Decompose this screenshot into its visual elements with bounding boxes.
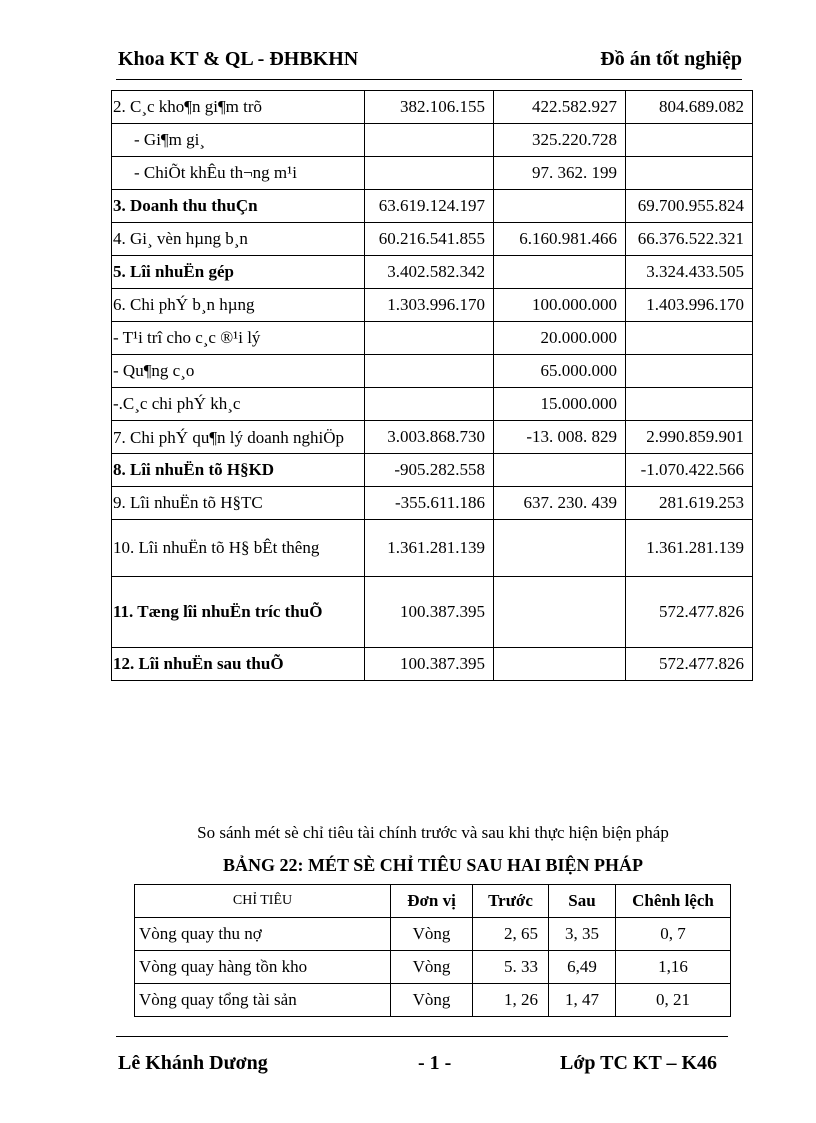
row-label: 10. Lîi nhuËn tõ H§ bÊt thêng: [112, 520, 365, 577]
cell-change: 422.582.927: [494, 91, 626, 124]
cell-before: 3.003.868.730: [365, 421, 494, 454]
table-row: [112, 454, 753, 487]
cell-before: 100.387.395: [365, 648, 494, 681]
cell-before: [365, 124, 494, 157]
row-label: 7. Chi phÝ qu¶n lý doanh nghiÖp: [112, 421, 365, 454]
indicator-diff: 0, 21: [616, 984, 731, 1017]
cell-change: [494, 256, 626, 289]
cell-after: 281.619.253: [626, 487, 753, 520]
row-label: - ChiÕt khÊu th¬ng m¹i: [112, 157, 365, 190]
row-label: 11. Tæng lîi nhuËn tríc thuÕ: [112, 577, 365, 648]
header-faculty: Khoa KT & QL - ĐHBKHN: [118, 48, 359, 70]
cell-before: 100.387.395: [365, 577, 494, 648]
table-row: [135, 984, 731, 1017]
cell-before: -905.282.558: [365, 454, 494, 487]
header-unit: Đơn vị: [391, 885, 473, 918]
table-row: [112, 124, 753, 157]
table-title: BẢNG 22: MÉT SÈ CHỈ TIÊU SAU HAI BIỆN PHÁP: [223, 855, 643, 875]
header-doc-title: Đồ án tốt nghiệp: [600, 48, 742, 70]
cell-before: [365, 157, 494, 190]
footer-author: Lê Khánh Dương: [118, 1052, 268, 1074]
cell-after: 2.990.859.901: [626, 421, 753, 454]
row-label: 2. C¸c kho¶n gi¶m trõ: [112, 91, 365, 124]
indicator-before: 2, 65: [473, 918, 549, 951]
cell-after: -1.070.422.566: [626, 454, 753, 487]
cell-after: 3.324.433.505: [626, 256, 753, 289]
footer-class: Lớp TC KT – K46: [560, 1052, 718, 1074]
cell-after: 66.376.522.321: [626, 223, 753, 256]
header-before: Trước: [473, 885, 549, 918]
indicator-after: 3, 35: [549, 918, 616, 951]
header-after: Sau: [549, 885, 616, 918]
table-row: [112, 91, 753, 124]
row-label: - Qu¶ng c¸o: [112, 355, 365, 388]
header-indicator: CHỈ TIÊU: [135, 885, 391, 918]
row-label: 8. Lîi nhuËn tõ H§KD: [112, 454, 365, 487]
cell-change: 65.000.000: [494, 355, 626, 388]
cell-change: -13. 008. 829: [494, 421, 626, 454]
row-label: 3. Doanh thu thuÇn: [112, 190, 365, 223]
cell-after: 69.700.955.824: [626, 190, 753, 223]
cell-change: 97. 362. 199: [494, 157, 626, 190]
table-header-row: [135, 885, 731, 918]
cell-after: [626, 388, 753, 421]
table-row: [135, 951, 731, 984]
indicator-before: 5. 33: [473, 951, 549, 984]
cell-change: [494, 454, 626, 487]
cell-after: 1.361.281.139: [626, 520, 753, 577]
table-row: [112, 223, 753, 256]
cell-change: [494, 577, 626, 648]
cell-change: 20.000.000: [494, 322, 626, 355]
table-row: [112, 487, 753, 520]
indicator-after: 6,49: [549, 951, 616, 984]
cell-before: [365, 388, 494, 421]
cell-before: 63.619.124.197: [365, 190, 494, 223]
cell-change: 637. 230. 439: [494, 487, 626, 520]
table-row: [112, 355, 753, 388]
cell-after: [626, 124, 753, 157]
cell-change: 15.000.000: [494, 388, 626, 421]
table-row: [112, 648, 753, 681]
header-difference: Chênh lệch: [616, 885, 731, 918]
cell-change: [494, 648, 626, 681]
table-row: [112, 421, 753, 454]
table-row: [112, 322, 753, 355]
row-label: - T¹i trî cho c¸c ®¹i lý: [112, 322, 365, 355]
footer-divider: [116, 1036, 728, 1037]
indicator-diff: 1,16: [616, 951, 731, 984]
table-row: [112, 289, 753, 322]
table-row: [135, 918, 731, 951]
cell-change: [494, 520, 626, 577]
cell-after: [626, 355, 753, 388]
table-row: [112, 256, 753, 289]
indicator-unit: Vòng: [391, 984, 473, 1017]
row-label: 9. Lîi nhuËn tõ H§TC: [112, 487, 365, 520]
indicator-name: Vòng quay hàng tồn kho: [135, 951, 391, 984]
table-row: [112, 577, 753, 648]
cell-after: 804.689.082: [626, 91, 753, 124]
page-number: - 1 -: [418, 1052, 452, 1074]
income-statement-table: [111, 90, 753, 681]
table-row: [112, 190, 753, 223]
cell-before: 3.402.582.342: [365, 256, 494, 289]
cell-after: [626, 157, 753, 190]
indicator-after: 1, 47: [549, 984, 616, 1017]
row-label: - Gi¶m gi¸: [112, 124, 365, 157]
cell-after: 572.477.826: [626, 577, 753, 648]
cell-before: [365, 355, 494, 388]
table-row: [112, 388, 753, 421]
indicator-unit: Vòng: [391, 918, 473, 951]
row-label: 6. Chi phÝ b¸n hµng: [112, 289, 365, 322]
indicator-unit: Vòng: [391, 951, 473, 984]
row-label: -.C¸c chi phÝ kh¸c: [112, 388, 365, 421]
indicator-name: Vòng quay thu nợ: [135, 918, 391, 951]
header-divider: [116, 79, 742, 80]
cell-change: [494, 190, 626, 223]
cell-change: 6.160.981.466: [494, 223, 626, 256]
indicator-diff: 0, 7: [616, 918, 731, 951]
cell-before: [365, 322, 494, 355]
table-row: [112, 520, 753, 577]
row-label: 5. Lîi nhuËn gép: [112, 256, 365, 289]
table-row: [112, 157, 753, 190]
cell-change: 325.220.728: [494, 124, 626, 157]
cell-before: 382.106.155: [365, 91, 494, 124]
cell-change: 100.000.000: [494, 289, 626, 322]
comparison-caption: So sánh mét sè chỉ tiêu tài chính trước và sau khi thực hiện biện pháp: [197, 823, 669, 842]
indicator-name: Vòng quay tổng tài sản: [135, 984, 391, 1017]
indicator-before: 1, 26: [473, 984, 549, 1017]
cell-after: 572.477.826: [626, 648, 753, 681]
cell-before: 1.303.996.170: [365, 289, 494, 322]
cell-after: [626, 322, 753, 355]
cell-before: -355.611.186: [365, 487, 494, 520]
cell-before: 1.361.281.139: [365, 520, 494, 577]
cell-after: 1.403.996.170: [626, 289, 753, 322]
row-label: 4. Gi¸ vèn hµng b¸n: [112, 223, 365, 256]
row-label: 12. Lîi nhuËn sau thuÕ: [112, 648, 365, 681]
financial-indicators-table: [134, 884, 731, 1017]
cell-before: 60.216.541.855: [365, 223, 494, 256]
